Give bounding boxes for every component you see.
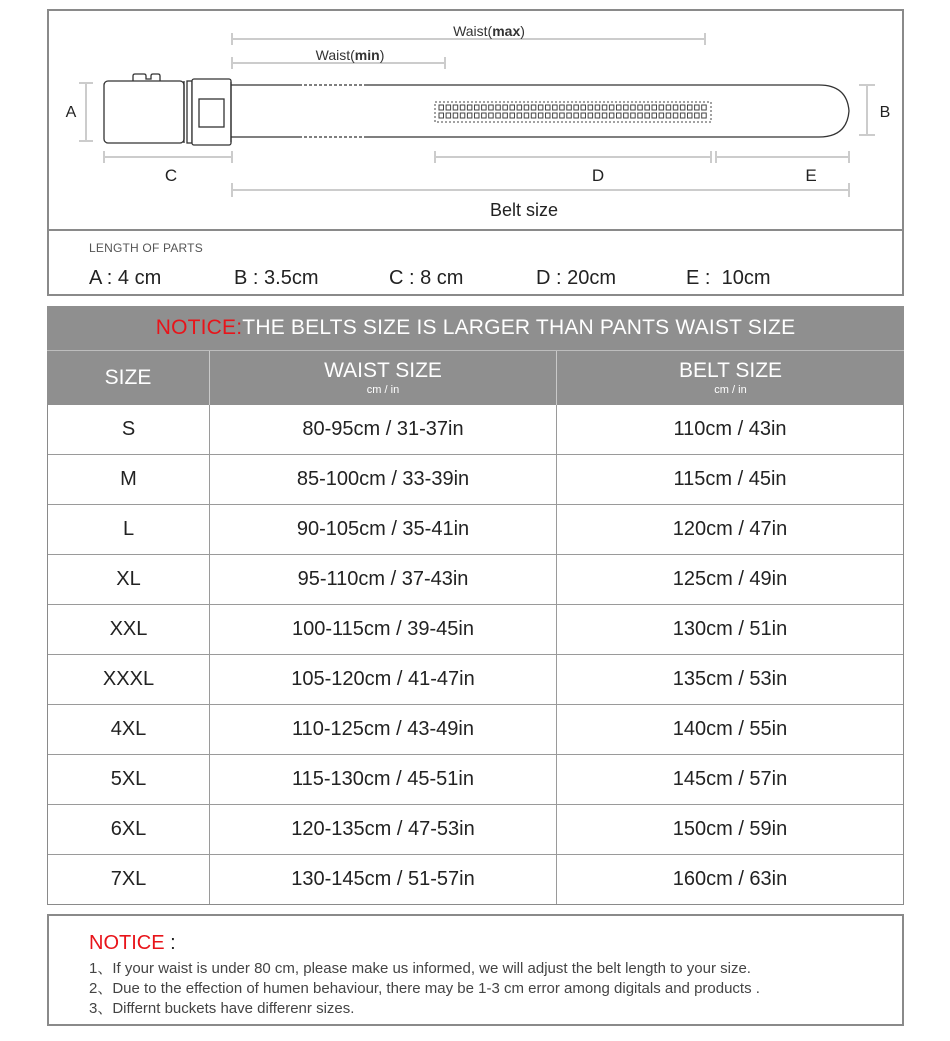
table-header <box>47 350 904 405</box>
header-size <box>47 351 210 405</box>
waist-size-cell: 110-125cm / 43-49in <box>210 705 557 754</box>
belt-diagram <box>49 11 902 231</box>
table-row <box>48 554 903 604</box>
e-label: E <box>805 166 817 185</box>
table-row <box>48 504 903 554</box>
table-notice-label: NOTICE: <box>155 316 243 339</box>
table-body <box>47 405 904 905</box>
table-row <box>48 754 903 804</box>
table-row <box>48 604 903 654</box>
belt-size-cell: 145cm / 57in <box>672 768 788 790</box>
part-a-length: A : 4 cm <box>89 267 162 289</box>
table-notice-text: THE BELTS SIZE IS LARGER THAN PANTS WAIST SIZE <box>242 316 796 339</box>
d-dimension <box>435 151 711 163</box>
notice-title-text: NOTICE <box>89 932 165 954</box>
part-e-length: E : 10cm <box>686 267 771 289</box>
header-waist-unit: cm / in <box>366 384 400 396</box>
belt-size-label: Belt size <box>489 200 559 220</box>
size-cell: XXL <box>48 605 210 654</box>
belt-size-cell: 125cm / 49in <box>672 568 788 590</box>
size-cell: 5XL <box>48 755 210 804</box>
header-belt-unit: cm / in <box>714 384 747 396</box>
header-waist-size <box>210 351 557 405</box>
size-cell: 7XL <box>48 855 210 904</box>
belt-diagram-panel <box>47 9 904 296</box>
size-cell: 6XL <box>48 805 210 854</box>
e-dimension <box>716 151 849 163</box>
size-cell: S <box>48 405 210 454</box>
belt-size-dimension <box>232 183 849 197</box>
table-row <box>48 405 903 454</box>
waist-size-cell: 115-130cm / 45-51in <box>210 755 557 804</box>
waist-max-label: Waist(max) <box>453 23 525 39</box>
size-cell: M <box>48 455 210 504</box>
notice-title <box>89 932 176 955</box>
header-belt-label: BELT SIZE <box>678 359 783 382</box>
header-waist-label: WAIST SIZE <box>324 359 442 382</box>
belt-size-cell: 120cm / 47in <box>672 518 788 540</box>
header-size-label: SIZE <box>104 366 152 389</box>
b-dimension <box>859 85 875 135</box>
belt-size-cell: 110cm / 43in <box>673 418 787 440</box>
a-label: A <box>65 104 77 121</box>
belt-buckle <box>104 74 231 145</box>
notice-item-1: 1、If your waist is under 80 cm, please make us informed, we will adjust the belt length to your size. <box>89 960 751 977</box>
part-d-length: D : 20cm <box>536 267 617 289</box>
belt-size-cell: 135cm / 53in <box>672 668 788 690</box>
waist-size-cell: 100-115cm / 39-45in <box>210 605 557 654</box>
header-belt-size <box>557 351 904 405</box>
belt-strap <box>231 85 849 137</box>
part-b-length: B : 3.5cm <box>234 267 319 289</box>
size-chart-table <box>47 306 904 905</box>
waist-size-cell: 85-100cm / 33-39in <box>210 455 557 504</box>
table-row <box>48 854 903 904</box>
notice-item-3: 3、Differnt buckets have differenr sizes. <box>89 1000 355 1017</box>
table-row <box>48 704 903 754</box>
a-dimension <box>79 83 93 141</box>
b-label: B <box>879 104 891 121</box>
size-cell: XXXL <box>48 655 210 704</box>
table-row <box>48 454 903 504</box>
waist-size-cell: 95-110cm / 37-43in <box>210 555 557 604</box>
waist-size-cell: 105-120cm / 41-47in <box>210 655 557 704</box>
waist-size-cell: 90-105cm / 35-41in <box>210 505 557 554</box>
parts-title: LENGTH OF PARTS <box>89 241 203 255</box>
notice-title-colon: : <box>164 932 176 954</box>
belt-size-cell: 160cm / 63in <box>672 868 788 890</box>
notice-panel <box>47 914 904 1026</box>
size-cell: XL <box>48 555 210 604</box>
c-dimension <box>104 151 232 163</box>
ratchet-track <box>435 102 711 122</box>
table-row <box>48 654 903 704</box>
waist-min-label: Waist(min) <box>315 47 385 63</box>
belt-size-cell: 130cm / 51in <box>672 618 788 640</box>
belt-size-cell: 150cm / 59in <box>672 818 788 840</box>
size-cell: 4XL <box>48 705 210 754</box>
waist-size-cell: 130-145cm / 51-57in <box>210 855 557 904</box>
part-c-length: C : 8 cm <box>389 267 464 289</box>
table-notice-banner <box>47 306 904 350</box>
waist-size-cell: 80-95cm / 31-37in <box>210 405 557 454</box>
d-label: D <box>591 166 605 185</box>
belt-size-cell: 115cm / 45in <box>673 468 787 490</box>
size-cell: L <box>48 505 210 554</box>
notice-item-2: 2、Due to the effection of humen behaviour, there may be 1-3 cm error among digitals and products . <box>89 980 760 997</box>
c-label: C <box>164 166 178 185</box>
waist-size-cell: 120-135cm / 47-53in <box>210 805 557 854</box>
table-row <box>48 804 903 854</box>
diagram-divider <box>49 229 902 231</box>
belt-size-cell: 140cm / 55in <box>672 718 788 740</box>
